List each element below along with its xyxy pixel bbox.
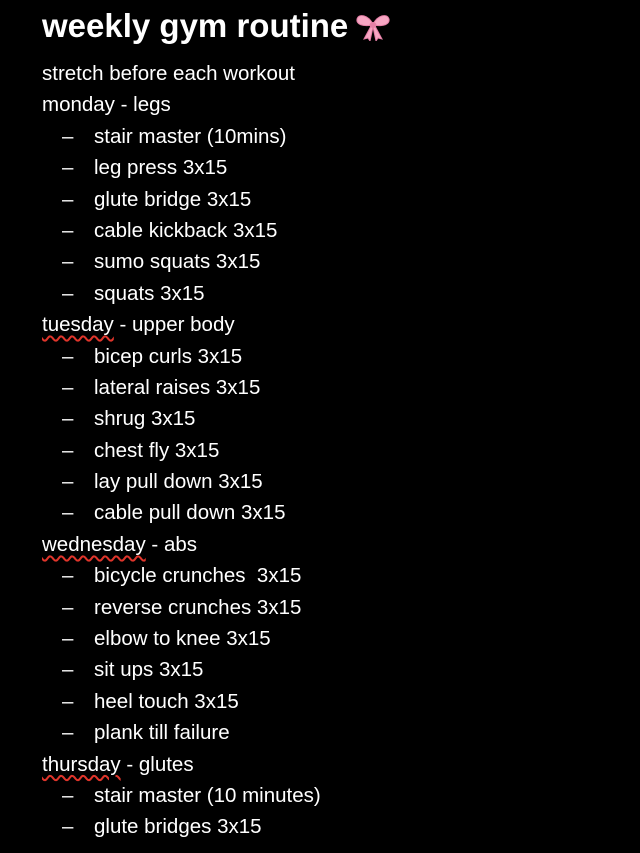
exercise-text: bicep curls 3x15 [94,344,243,368]
dash-bullet-icon: – [62,627,74,651]
dash-bullet-icon: – [62,470,74,494]
dash-bullet-icon: – [62,250,74,274]
dash-bullet-icon: – [62,156,74,180]
day-separator: - [145,532,164,556]
exercise-item [42,184,640,215]
exercise-item [42,215,640,246]
dash-bullet-icon: – [62,375,74,399]
day-header-thursday [42,749,640,780]
dash-bullet-icon: – [62,344,74,368]
exercise-text: squats 3x15 [94,281,205,305]
day-separator: - [113,313,133,337]
dash-bullet-icon: – [62,501,74,525]
exercise-item [42,592,640,623]
day-header-wednesday [42,529,640,560]
note-title-text: weekly gym routine [42,7,349,44]
exercise-text: stair master (10 minutes) [94,783,321,807]
ribbon-bow-icon [354,4,392,34]
exercise-item [42,780,640,811]
day-separator: - [114,93,134,117]
dash-bullet-icon: – [62,564,74,588]
exercise-text: reverse crunches 3x15 [94,595,302,619]
dash-bullet-icon: – [62,281,74,305]
exercise-text: lay pull down 3x15 [94,470,263,494]
exercise-text: heel touch 3x15 [94,689,239,713]
exercise-text: elbow to knee 3x15 [94,627,271,651]
dash-bullet-icon: – [62,595,74,619]
day-separator: - [120,752,139,776]
dash-bullet-icon: – [62,187,74,211]
day-name: wednesday [42,532,146,556]
day-name: monday [42,93,115,117]
dash-bullet-icon: – [62,815,74,839]
dash-bullet-icon: – [62,783,74,807]
dash-bullet-icon: – [62,658,74,682]
exercise-text: leg press 3x15 [94,156,228,180]
exercise-item [42,560,640,591]
day-focus: legs [133,93,171,117]
exercise-text: glute bridges 3x15 [94,815,262,839]
exercise-text: bicycle crunches 3x15 [94,564,302,588]
day-focus: abs [163,532,197,556]
note-body[interactable] [42,0,640,843]
exercise-text: cable pull down 3x15 [94,501,286,525]
exercise-item [42,435,640,466]
dash-bullet-icon: – [62,218,74,242]
exercise-text: lateral raises 3x15 [94,375,261,399]
exercise-item [42,278,640,309]
day-header-monday [42,89,640,120]
exercise-text: sumo squats 3x15 [94,250,261,274]
day-focus: glutes [138,752,194,776]
dash-bullet-icon: – [62,689,74,713]
day-name: thursday [42,752,121,776]
exercise-item [42,152,640,183]
exercise-item [42,341,640,372]
exercise-item [42,811,640,842]
exercise-item [42,121,640,152]
day-list [42,89,640,842]
exercise-text: stair master (10mins) [94,124,287,148]
exercise-item [42,686,640,717]
note-title[interactable] [42,0,640,52]
exercise-text: glute bridge 3x15 [94,187,252,211]
exercise-text: sit ups 3x15 [94,658,204,682]
dash-bullet-icon: – [62,124,74,148]
dash-bullet-icon: – [62,721,74,745]
dash-bullet-icon: – [62,407,74,431]
day-header-tuesday [42,309,640,340]
exercise-text: chest fly 3x15 [94,438,220,462]
exercise-text: shrug 3x15 [94,407,196,431]
exercise-item [42,372,640,403]
day-focus: upper body [132,313,235,337]
day-name: tuesday [42,313,114,337]
exercise-item [42,466,640,497]
exercise-item [42,654,640,685]
intro-line: stretch before each workout [42,62,295,85]
dash-bullet-icon: – [62,438,74,462]
exercise-item [42,717,640,748]
exercise-text: cable kickback 3x15 [94,218,278,242]
exercise-item [42,246,640,277]
exercise-item [42,623,640,654]
exercise-item [42,497,640,528]
exercise-item [42,403,640,434]
exercise-text: plank till failure [94,721,230,745]
